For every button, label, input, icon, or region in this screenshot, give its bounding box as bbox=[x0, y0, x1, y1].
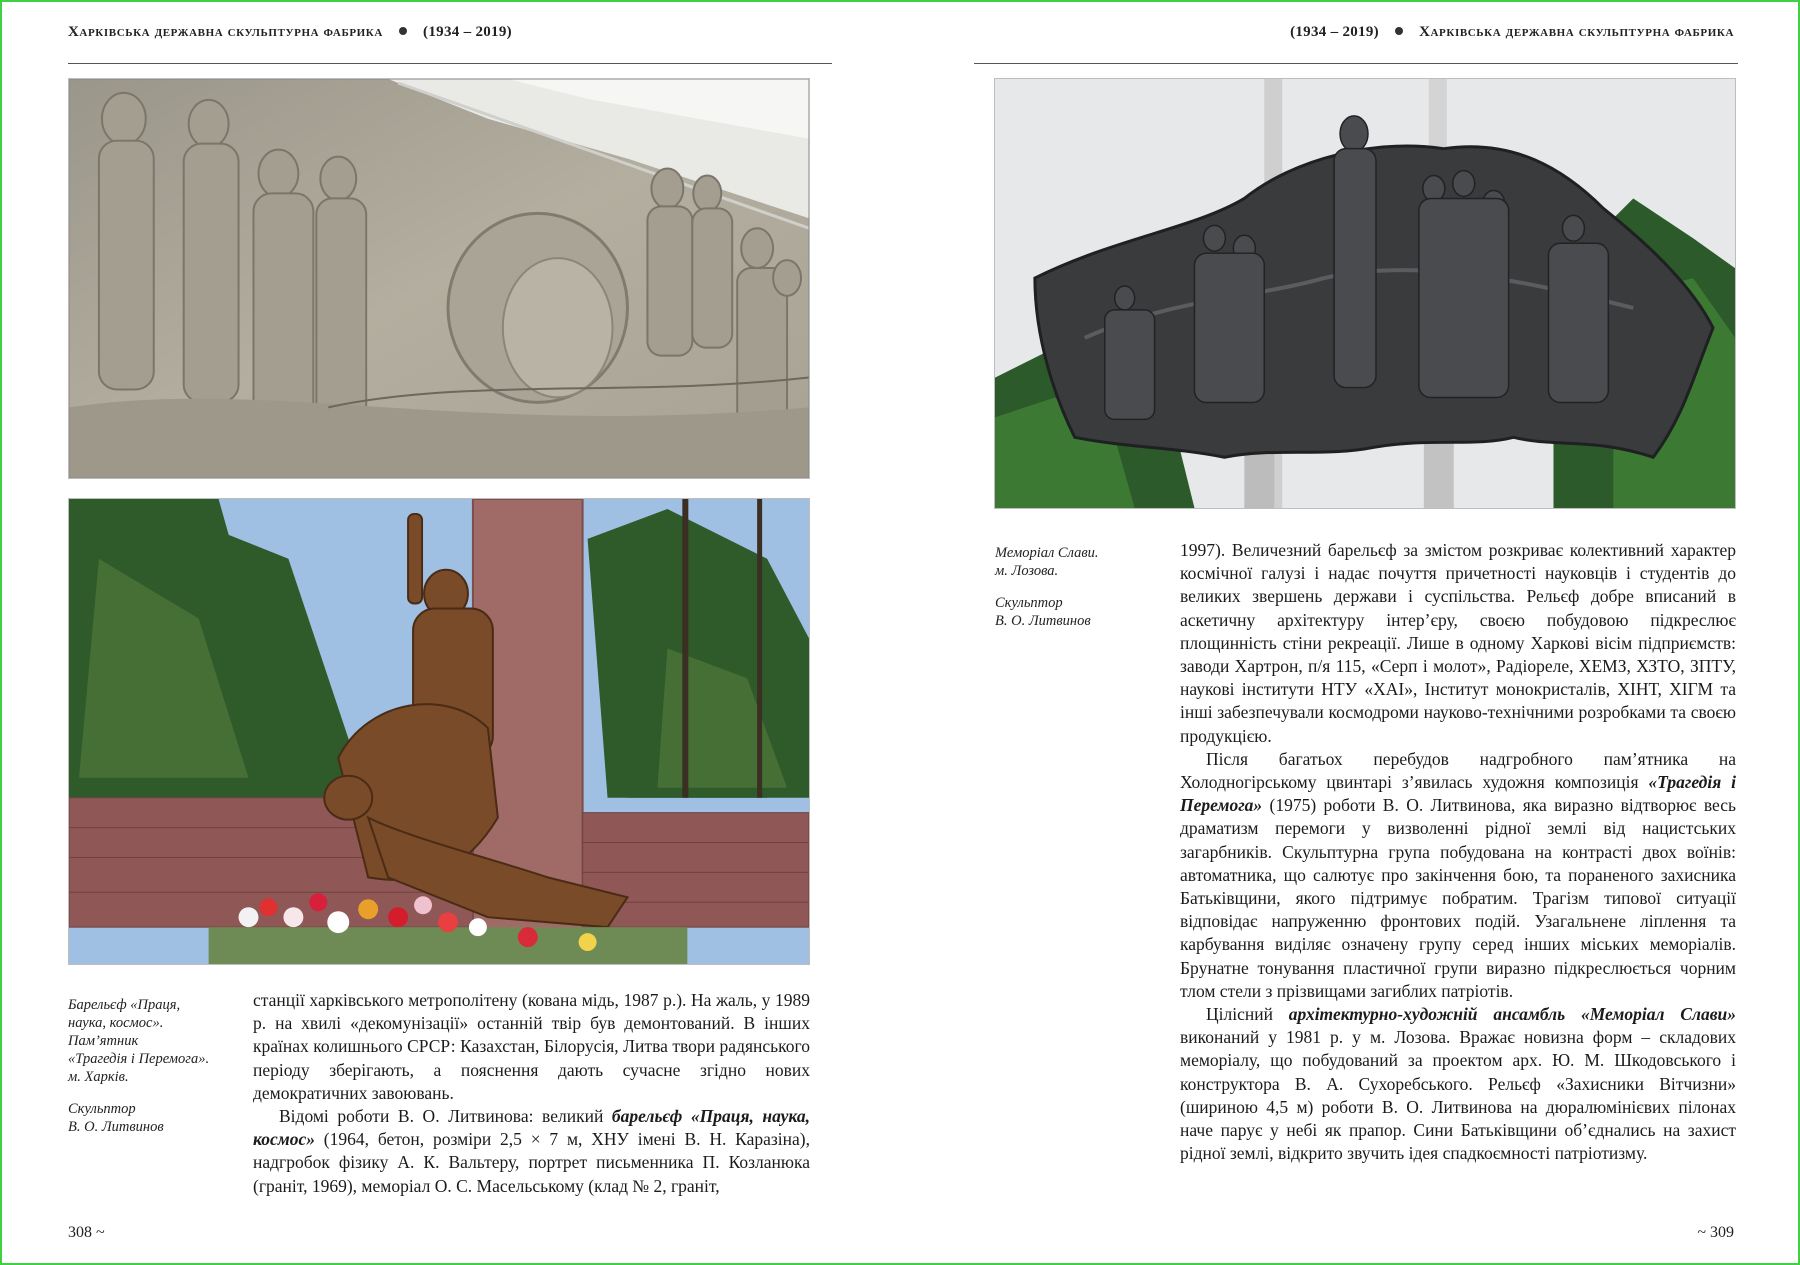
right-page bbox=[900, 2, 1798, 1263]
tragedy-victory-photo bbox=[68, 498, 810, 965]
left-photo-caption bbox=[68, 996, 228, 1136]
paragraph: Цілісний архітектурно-художній ансамбль «Меморіал Слави» виконаний у 1981 р. у м. Лозова. Вражає новизна форм – складових меморіалу, що побудований за проектом арх. Ю. М. Шкодовського і конструктора В. А. Сухоребського. Рельєф «Захисники Вітчизни» (шириною 4,5 м) роботи В. О. Литвинова на дюралюмінієвих пілонах наче парує у небі як прапор. Сини Батьківщини об’єднались на захист рідної землі, відкрито звучить ідея спадкоємності патріотизму. bbox=[1180, 1004, 1736, 1164]
caption-line: м. Лозова. bbox=[995, 563, 1059, 579]
bas-relief-photo bbox=[68, 78, 810, 479]
sculptor-label: Скульптор bbox=[68, 1101, 136, 1117]
paragraph: Після багатьох перебудов надгробного пам’ятника на Холодногірському цвинтарі з’явилась художня композиція «Трагедія і Перемога» (1975) роботи В. О. Литвинова, яка виразно відтворює весь драматизм перемоги у визволенні рідної землі від нацистських загарбників. Скульптурна група побудована на контрасті двох воїнів: автоматника, що салютує про закінчення бою, та пораненого захисника Батьківщини, якого підтримує побратим. Трагізм типової ситуації відповідає напруженню фронтових подій. Узагальнене ліплення та карбування виділяє означену групу серед інших міських меморіалів. Брунатне тонування пластичної групи виразно підкреслюється чорним тлом стели з прізвищами загиблих патріотів. bbox=[1180, 748, 1736, 1001]
paragraph: станції харківського метрополітену (кована мідь, 1987 р.). На жаль, у 1989 р. на хвилі «декомунізації» останній твір був демонтований. В інших країнах колишнього СРСР: Казахстан, Білорусія, Литва твори радянського періоду зберігають, а пояснення дають сучасне згідно нових демократичних завоювань. bbox=[253, 990, 810, 1103]
sculptor-name: В. О. Литвинов bbox=[995, 613, 1091, 629]
left-page-number: 308 ~ bbox=[68, 1224, 105, 1241]
left-running-years: (1934 – 2019) bbox=[423, 24, 512, 40]
caption-line: Меморіал Слави. bbox=[995, 545, 1099, 561]
right-header-rule bbox=[974, 63, 1738, 64]
caption-line: м. Харків. bbox=[68, 1069, 129, 1085]
caption-line: Барельєф «Праця, bbox=[68, 997, 181, 1013]
left-body-text bbox=[253, 989, 810, 1198]
memorial-of-glory-photo bbox=[994, 78, 1736, 509]
right-page-number: ~ 309 bbox=[1697, 1224, 1734, 1241]
right-photo-caption bbox=[995, 544, 1155, 630]
bullet-dot-icon bbox=[399, 27, 407, 35]
left-page bbox=[2, 2, 900, 1263]
emphasis: «Трагедія і Перемога» bbox=[1180, 772, 1736, 816]
sculptor-label: Скульптор bbox=[995, 595, 1063, 611]
sculptor-name: В. О. Литвинов bbox=[68, 1119, 164, 1135]
paragraph: Відомі роботи В. О. Литвинова: великий барельєф «Праця, наука, космос» (1964, бетон, розміри 2,5 × 7 м, ХНУ імені В. Н. Каразіна), надгробок фізику А. К. Вальтеру, портрет письменника П. Козланюка (граніт, 1969), меморіал О. С. Масельському (клад № 2, граніт, bbox=[253, 1106, 810, 1196]
caption-line: «Трагедія і Перемога». bbox=[68, 1051, 210, 1067]
left-running-title: Харківська державна скульптурна фабрика bbox=[68, 24, 383, 40]
emphasis: архітектурно-художній ансамбль «Меморіал Слави» bbox=[1288, 1004, 1736, 1025]
left-header-rule bbox=[68, 63, 832, 64]
right-running-head bbox=[1290, 24, 1734, 41]
caption-line: наука, космос». bbox=[68, 1015, 164, 1031]
bullet-dot-icon bbox=[1395, 27, 1403, 35]
right-body-text bbox=[1180, 539, 1736, 1165]
left-running-head bbox=[68, 24, 512, 41]
emphasis: барельєф «Праця, наука, космос» bbox=[253, 1106, 810, 1150]
right-running-title: Харківська державна скульптурна фабрика bbox=[1419, 24, 1734, 40]
caption-line: Пам’ятник bbox=[68, 1033, 139, 1049]
right-running-years: (1934 – 2019) bbox=[1290, 24, 1379, 40]
paragraph: 1997). Величезний барельєф за змістом розкриває колективний характер космічної галузі і надає почуття причетності науковців і студентів до великих звершень держави і суспільства. Рельєф добре вписаний в аскетичну архітектуру інтер’єру, своєю побудовою підкреслює площинність стіни рекреації. Лише в одному Харкові вісім підприємств: заводи Хартрон, п/я 115, «Серп і молот», Радіореле, ХЕМЗ, ХЗТО, ЗПТУ, наукові інститути НТУ «ХАІ», Інститут монокристалів, ХІНТ, ХІГМ та інші забезпечували космодроми науково-технічними розробками та своєю продукцією. bbox=[1180, 540, 1736, 746]
